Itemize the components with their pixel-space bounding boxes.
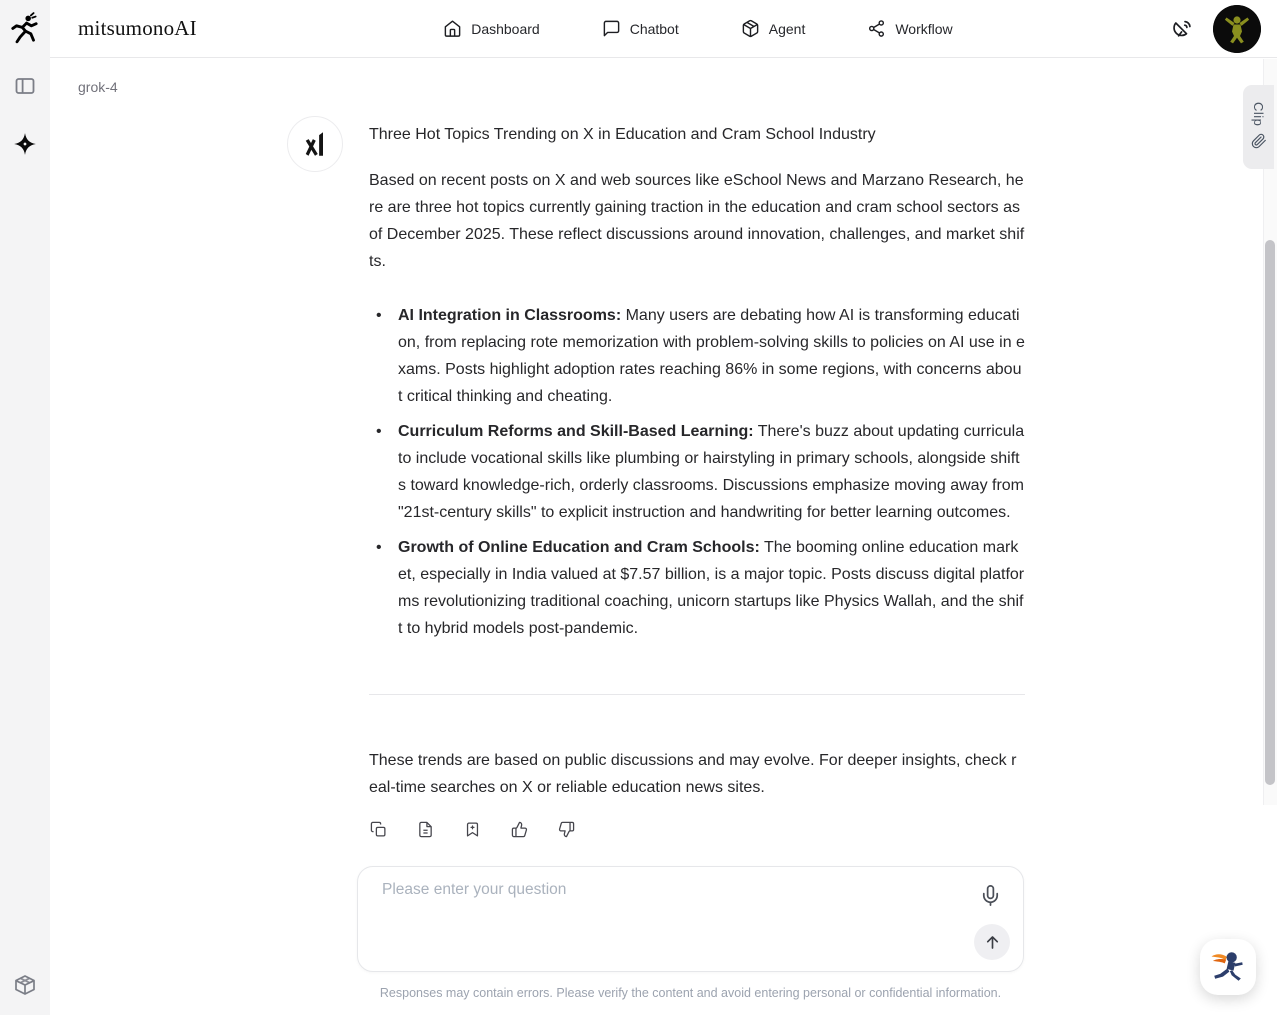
bookmark-plus-icon[interactable] (463, 820, 481, 838)
user-avatar[interactable] (1213, 5, 1261, 53)
bullet-title: AI Integration in Classrooms: (398, 307, 622, 324)
message-divider (369, 694, 1025, 695)
message-intro: Based on recent posts on X and web sources like eSchool News and Marzano Research, here are three hot topics currently gaining traction in the education and cram school sectors as of December 2025. These reflect discussions around innovation, challenges, and market shifts. (369, 172, 1025, 270)
model-label: grok-4 (78, 79, 118, 95)
nav-item-dashboard[interactable] (443, 19, 540, 38)
microphone-icon[interactable] (977, 884, 1003, 910)
ninja-mascot-icon (1206, 945, 1250, 989)
bullet-title: Growth of Online Education and Cram Schools: (398, 539, 760, 556)
bullet-title: Curriculum Reforms and Skill-Based Learning: (398, 423, 754, 440)
list-item (369, 302, 1025, 410)
bullet-text: Many users are debating how AI is transforming education, from replacing rote memorization with problem-solving skills to policies on AI use in exams. Posts highlight adoption rates reaching 86% in some regions, with concerns about critical thinking and cheating. (398, 307, 1025, 405)
composer (357, 866, 1024, 972)
chat-bubble-icon (602, 19, 621, 38)
package-icon (741, 19, 760, 38)
bullet-text: There's buzz about updating curricula to include vocational skills like plumbing or hairstyling in primary schools, alongside shifts toward knowledge-rich, orderly classrooms. Discussions emphasize moving away from "21st-century skills" to explicit instruction and handwriting for better learning outcomes. (398, 423, 1025, 521)
xai-logo-icon (287, 116, 343, 172)
paperclip-icon (1251, 133, 1267, 152)
topic-list (369, 302, 1025, 642)
nav-item-agent[interactable] (741, 19, 806, 38)
share-nodes-icon (867, 19, 886, 38)
send-button[interactable] (974, 924, 1010, 960)
disclaimer-text: Responses may contain errors. Please verify the content and avoid entering personal or confidential information. (379, 986, 1002, 1000)
bullet-text: The booming online education market, especially in India valued at $7.57 billion, is a major topic. Posts discuss digital platforms revolutionizing traditional coaching, unicorn startups like Physics Wallah, and the shift to hybrid models post-pandemic. (398, 539, 1025, 637)
sparkle-icon[interactable] (7, 126, 43, 162)
nav-label: Dashboard (471, 20, 540, 37)
top-navbar (50, 0, 1277, 58)
arrow-up-icon (983, 933, 1002, 952)
message-body (369, 116, 1025, 838)
ninja-mascot-button[interactable] (1200, 939, 1256, 995)
file-text-icon[interactable] (416, 820, 434, 838)
list-item (369, 418, 1025, 526)
clip-tab-label: Clip (1251, 101, 1266, 127)
message-toolbar (369, 820, 1025, 838)
scrollbar-thumb[interactable] (1265, 240, 1275, 785)
list-item (369, 534, 1025, 642)
thumbs-up-icon[interactable] (510, 820, 528, 838)
scrollbar-track[interactable] (1263, 59, 1277, 805)
app-title: mitsumonoAI (78, 16, 197, 40)
copy-icon[interactable] (369, 820, 387, 838)
home-icon (443, 19, 462, 38)
message-outro: These trends are based on public discussions and may evolve. For deeper insights, check real-time searches on X or reliable education news sites. (369, 752, 1017, 796)
clip-tab[interactable] (1243, 85, 1274, 169)
cube-icon[interactable] (7, 967, 43, 1003)
nav-label: Chatbot (629, 20, 679, 37)
nav-label: Agent (768, 20, 806, 37)
nav-label: Workflow (895, 20, 953, 37)
nav-item-workflow[interactable] (867, 19, 952, 38)
assistant-message (287, 116, 1025, 838)
sidebar-toggle-icon[interactable] (7, 68, 43, 104)
navbar-right (1165, 5, 1261, 53)
nav-item-chatbot[interactable] (602, 19, 679, 38)
satellite-dish-icon[interactable] (1165, 12, 1199, 46)
question-input[interactable] (382, 881, 963, 951)
main-nav (231, 19, 1165, 38)
thumbs-down-icon[interactable] (557, 820, 575, 838)
left-sidebar (0, 0, 50, 1015)
message-heading: Three Hot Topics Trending on X in Education and Cram School Industry (369, 126, 876, 143)
brand-runner-logo-icon[interactable] (5, 8, 45, 50)
